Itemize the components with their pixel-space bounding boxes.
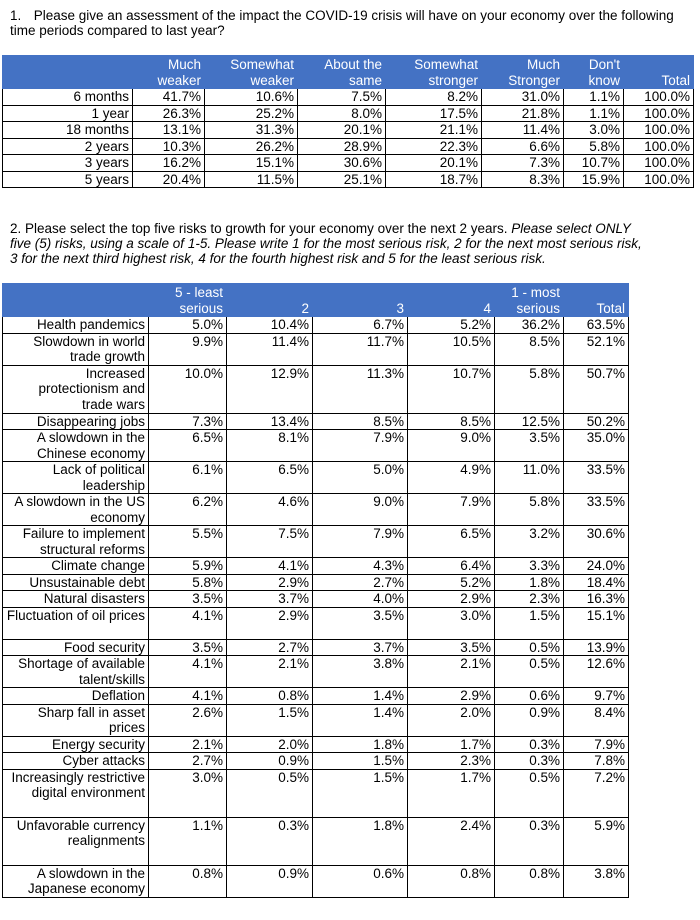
table-cell: 63.5% — [564, 317, 629, 334]
row-label: 2 years — [3, 138, 133, 155]
t1-header-cell: About the same — [298, 56, 386, 89]
table-cell: 0.3% — [495, 736, 564, 753]
table-cell: 10.7% — [564, 155, 624, 172]
table-cell: 10.0% — [149, 365, 227, 413]
table-cell: 12.9% — [227, 365, 313, 413]
table-cell: 7.3% — [482, 155, 564, 172]
table-cell: 28.9% — [298, 138, 386, 155]
t1-header-cell: Don't know — [564, 56, 624, 89]
table-row — [3, 430, 629, 462]
table-cell: 2.1% — [408, 656, 495, 688]
row-label: Failure to implement structural reforms — [3, 526, 149, 558]
table-cell: 7.5% — [298, 89, 386, 106]
table-cell: 3.0% — [564, 122, 624, 139]
table-cell: 0.3% — [495, 753, 564, 770]
table-cell: 4.1% — [149, 656, 227, 688]
row-label: A slowdown in the Japanese economy — [3, 865, 149, 897]
table-cell: 10.6% — [205, 89, 298, 106]
table-cell: 5.8% — [564, 138, 624, 155]
table-cell: 1.5% — [227, 704, 313, 736]
question-2-text — [10, 221, 650, 266]
row-label: A slowdown in the Chinese economy — [3, 430, 149, 462]
table-cell: 0.8% — [149, 865, 227, 897]
table-cell: 20.1% — [386, 155, 482, 172]
table-cell: 4.0% — [313, 591, 408, 608]
row-label: Lack of political leadership — [3, 462, 149, 494]
table-cell: 3.5% — [408, 639, 495, 656]
table-cell: 7.8% — [564, 753, 629, 770]
table-cell: 12.6% — [564, 656, 629, 688]
table-row — [3, 817, 629, 865]
table-cell: 1.4% — [313, 688, 408, 705]
t2-header-cell: 4 — [408, 284, 495, 317]
question-1-text — [10, 8, 690, 38]
table-cell: 8.5% — [495, 333, 564, 365]
table-cell: 50.7% — [564, 365, 629, 413]
table-cell: 21.1% — [386, 122, 482, 139]
row-label: Deflation — [3, 688, 149, 705]
question-2-instructions: Please select ONLY five (5) risks, using a scale of 1-5. Please write 1 for the most serious risk, 2 for the next most serious risk, 3 for the next third highest risk, 4 for the fourth highest risk and 5 for the least serious risk. — [10, 221, 642, 266]
table-cell: 30.6% — [564, 526, 629, 558]
t2-header-cell: Total — [564, 284, 629, 317]
row-label: Disappearing jobs — [3, 413, 149, 430]
row-label: 1 year — [3, 105, 133, 122]
table-cell: 13.9% — [564, 639, 629, 656]
table-cell: 1.7% — [408, 736, 495, 753]
table-cell: 5.9% — [149, 558, 227, 575]
table-cell: 2.9% — [227, 574, 313, 591]
table-cell: 5.0% — [313, 462, 408, 494]
table-cell: 17.5% — [386, 105, 482, 122]
row-label: Increased protectionism and trade wars — [3, 365, 149, 413]
table-cell: 3.3% — [495, 558, 564, 575]
table-cell: 6.4% — [408, 558, 495, 575]
table-cell: 0.8% — [495, 865, 564, 897]
table-cell: 5.8% — [495, 365, 564, 413]
table-row — [3, 155, 694, 172]
table-row — [3, 122, 694, 139]
table-cell: 7.9% — [313, 430, 408, 462]
table-cell: 8.5% — [408, 413, 495, 430]
table-cell: 6.1% — [149, 462, 227, 494]
row-label: Shortage of available talent/skills — [3, 656, 149, 688]
t2-header-cell: 1 - most serious — [495, 284, 564, 317]
table-cell: 0.9% — [227, 753, 313, 770]
table-cell: 2.3% — [408, 753, 495, 770]
table-row — [3, 462, 629, 494]
table-cell: 0.8% — [408, 865, 495, 897]
table-cell: 3.5% — [149, 639, 227, 656]
table-row — [3, 769, 629, 817]
table-cell: 100.0% — [624, 155, 694, 172]
t2-header-cell: 2 — [227, 284, 313, 317]
table-cell: 7.3% — [149, 413, 227, 430]
table-row — [3, 105, 694, 122]
table-cell: 5.9% — [564, 817, 629, 865]
table-cell: 4.1% — [227, 558, 313, 575]
table-cell: 26.2% — [205, 138, 298, 155]
table-cell: 12.5% — [495, 413, 564, 430]
table-cell: 2.1% — [149, 736, 227, 753]
table-cell: 18.7% — [386, 171, 482, 188]
table-cell: 3.5% — [495, 430, 564, 462]
table-cell: 3.7% — [227, 591, 313, 608]
t1-header-cell — [3, 56, 133, 89]
table-cell: 2.4% — [408, 817, 495, 865]
table-cell: 33.5% — [564, 494, 629, 526]
table-cell: 4.1% — [149, 688, 227, 705]
table-cell: 10.4% — [227, 317, 313, 334]
table-cell: 26.3% — [133, 105, 205, 122]
table-row — [3, 526, 629, 558]
table-cell: 0.6% — [313, 865, 408, 897]
table-cell: 22.3% — [386, 138, 482, 155]
table-cell: 1.7% — [408, 769, 495, 817]
table-cell: 9.0% — [313, 494, 408, 526]
row-label: Energy security — [3, 736, 149, 753]
table-cell: 0.9% — [495, 704, 564, 736]
table-cell: 3.0% — [149, 769, 227, 817]
table-cell: 100.0% — [624, 105, 694, 122]
table-cell: 100.0% — [624, 89, 694, 106]
table-cell: 15.1% — [205, 155, 298, 172]
table-cell: 7.9% — [564, 736, 629, 753]
table-cell: 20.1% — [298, 122, 386, 139]
table-cell: 0.5% — [495, 639, 564, 656]
table-row — [3, 494, 629, 526]
table-cell: 2.7% — [227, 639, 313, 656]
table-cell: 0.9% — [227, 865, 313, 897]
table-cell: 6.7% — [313, 317, 408, 334]
table-cell: 2.7% — [149, 753, 227, 770]
table-cell: 2.3% — [495, 591, 564, 608]
row-label: 18 months — [3, 122, 133, 139]
table-cell: 25.1% — [298, 171, 386, 188]
table-cell: 1.8% — [313, 817, 408, 865]
table-row — [3, 558, 629, 575]
table-cell: 36.2% — [495, 317, 564, 334]
table-cell: 25.2% — [205, 105, 298, 122]
table-cell: 2.9% — [408, 688, 495, 705]
table-cell: 2.7% — [313, 574, 408, 591]
table-cell: 30.6% — [298, 155, 386, 172]
table-cell: 3.8% — [564, 865, 629, 897]
table-cell: 1.8% — [495, 574, 564, 591]
t2-header-cell — [3, 284, 149, 317]
table-cell: 41.7% — [133, 89, 205, 106]
t1-header-cell: Much Stronger — [482, 56, 564, 89]
table-row — [3, 753, 629, 770]
row-label: Sharp fall in asset prices — [3, 704, 149, 736]
table-row — [3, 591, 629, 608]
table-cell: 5.2% — [408, 574, 495, 591]
t1-header-cell: Total — [624, 56, 694, 89]
table-cell: 7.9% — [408, 494, 495, 526]
table-cell: 0.3% — [227, 817, 313, 865]
table-cell: 13.1% — [133, 122, 205, 139]
table-cell: 6.2% — [149, 494, 227, 526]
table-cell: 3.2% — [495, 526, 564, 558]
table-row — [3, 89, 694, 106]
t2-header-cell: 3 — [313, 284, 408, 317]
table-cell: 2.9% — [227, 607, 313, 639]
question-2-body — [3, 317, 629, 898]
table-cell: 6.5% — [408, 526, 495, 558]
table-cell: 4.3% — [313, 558, 408, 575]
table-cell: 16.3% — [564, 591, 629, 608]
table-cell: 50.2% — [564, 413, 629, 430]
table-cell: 8.5% — [313, 413, 408, 430]
table-cell: 3.7% — [313, 639, 408, 656]
table-cell: 24.0% — [564, 558, 629, 575]
question-1-number: 1. — [10, 8, 22, 23]
row-label: 3 years — [3, 155, 133, 172]
table-cell: 100.0% — [624, 171, 694, 188]
table-row — [3, 688, 629, 705]
table-cell: 2.0% — [227, 736, 313, 753]
table-cell: 4.9% — [408, 462, 495, 494]
row-label: Unsustainable debt — [3, 574, 149, 591]
table-cell: 1.4% — [313, 704, 408, 736]
table-cell: 33.5% — [564, 462, 629, 494]
table-cell: 1.5% — [495, 607, 564, 639]
table-cell: 52.1% — [564, 333, 629, 365]
table-cell: 11.4% — [227, 333, 313, 365]
row-label: Cyber attacks — [3, 753, 149, 770]
table-cell: 1.8% — [313, 736, 408, 753]
table-cell: 9.9% — [149, 333, 227, 365]
row-label: 6 months — [3, 89, 133, 106]
table-cell: 4.6% — [227, 494, 313, 526]
table-cell: 8.3% — [482, 171, 564, 188]
table-cell: 5.0% — [149, 317, 227, 334]
table-cell: 31.3% — [205, 122, 298, 139]
table-cell: 100.0% — [624, 138, 694, 155]
table-row — [3, 413, 629, 430]
table-cell: 0.3% — [495, 817, 564, 865]
table-row — [3, 656, 629, 688]
table-cell: 15.1% — [564, 607, 629, 639]
row-label: 5 years — [3, 171, 133, 188]
t1-header-cell: Somewhat stronger — [386, 56, 482, 89]
table-cell: 2.9% — [408, 591, 495, 608]
table-cell: 100.0% — [624, 122, 694, 139]
table-cell: 0.6% — [495, 688, 564, 705]
t1-header-cell: Much weaker — [133, 56, 205, 89]
table-cell: 5.8% — [149, 574, 227, 591]
table-cell: 5.8% — [495, 494, 564, 526]
row-label: Fluctuation of oil prices — [3, 607, 149, 639]
table-cell: 2.6% — [149, 704, 227, 736]
question-1-body — [3, 89, 694, 188]
table-row — [3, 865, 629, 897]
row-label: Climate change — [3, 558, 149, 575]
table-cell: 16.2% — [133, 155, 205, 172]
table-cell: 10.7% — [408, 365, 495, 413]
table-cell: 31.0% — [482, 89, 564, 106]
table-cell: 11.4% — [482, 122, 564, 139]
table-cell: 2.0% — [408, 704, 495, 736]
row-label: Slowdown in world trade growth — [3, 333, 149, 365]
table-cell: 11.3% — [313, 365, 408, 413]
table-cell: 8.1% — [227, 430, 313, 462]
row-label: A slowdown in the US economy — [3, 494, 149, 526]
table-row — [3, 704, 629, 736]
t2-header-cell: 5 - least serious — [149, 284, 227, 317]
table-cell: 7.9% — [313, 526, 408, 558]
table-cell: 8.2% — [386, 89, 482, 106]
table-cell: 5.5% — [149, 526, 227, 558]
table-cell: 11.0% — [495, 462, 564, 494]
table-cell: 15.9% — [564, 171, 624, 188]
table-cell: 1.1% — [149, 817, 227, 865]
table-cell: 1.5% — [313, 769, 408, 817]
table-cell: 11.7% — [313, 333, 408, 365]
table-cell: 8.0% — [298, 105, 386, 122]
table-cell: 3.5% — [313, 607, 408, 639]
table-row — [3, 171, 694, 188]
table-cell: 1.1% — [564, 105, 624, 122]
row-label: Unfavorable currency realignments — [3, 817, 149, 865]
table-cell: 8.4% — [564, 704, 629, 736]
question-1-prompt: Please give an assessment of the impact the COVID-19 crisis will have on your economy over the following time periods compared to last year? — [10, 8, 674, 38]
table-cell: 0.5% — [227, 769, 313, 817]
question-1-header-row — [3, 56, 694, 89]
table-cell: 1.1% — [564, 89, 624, 106]
table-cell: 3.8% — [313, 656, 408, 688]
row-label: Health pandemics — [3, 317, 149, 334]
table-cell: 0.5% — [495, 769, 564, 817]
table-row — [3, 333, 629, 365]
row-label: Food security — [3, 639, 149, 656]
table-cell: 9.0% — [408, 430, 495, 462]
table-row — [3, 607, 629, 639]
table-cell: 5.2% — [408, 317, 495, 334]
table-cell: 0.5% — [495, 656, 564, 688]
table-cell: 35.0% — [564, 430, 629, 462]
table-row — [3, 138, 694, 155]
table-cell: 21.8% — [482, 105, 564, 122]
table-row — [3, 365, 629, 413]
table-cell: 0.8% — [227, 688, 313, 705]
question-2-header-row — [3, 284, 629, 317]
table-cell: 9.7% — [564, 688, 629, 705]
table-row — [3, 317, 629, 334]
table-cell: 6.5% — [227, 462, 313, 494]
table-cell: 11.5% — [205, 171, 298, 188]
table-cell: 4.1% — [149, 607, 227, 639]
table-row — [3, 639, 629, 656]
row-label: Increasingly restrictive digital environment — [3, 769, 149, 817]
t1-header-cell: Somewhat weaker — [205, 56, 298, 89]
table-cell: 3.5% — [149, 591, 227, 608]
table-cell: 20.4% — [133, 171, 205, 188]
table-cell: 6.6% — [482, 138, 564, 155]
table-cell: 3.0% — [408, 607, 495, 639]
table-cell: 18.4% — [564, 574, 629, 591]
table-row — [3, 736, 629, 753]
question-2-lead: 2. Please select the top five risks to growth for your economy over the next 2 years. — [10, 221, 512, 236]
table-row — [3, 574, 629, 591]
table-cell: 6.5% — [149, 430, 227, 462]
table-cell: 10.5% — [408, 333, 495, 365]
question-2-table — [2, 283, 629, 898]
table-cell: 10.3% — [133, 138, 205, 155]
table-cell: 7.5% — [227, 526, 313, 558]
question-1-table — [2, 55, 694, 188]
table-cell: 7.2% — [564, 769, 629, 817]
table-cell: 13.4% — [227, 413, 313, 430]
row-label: Natural disasters — [3, 591, 149, 608]
table-cell: 2.1% — [227, 656, 313, 688]
table-cell: 1.5% — [313, 753, 408, 770]
